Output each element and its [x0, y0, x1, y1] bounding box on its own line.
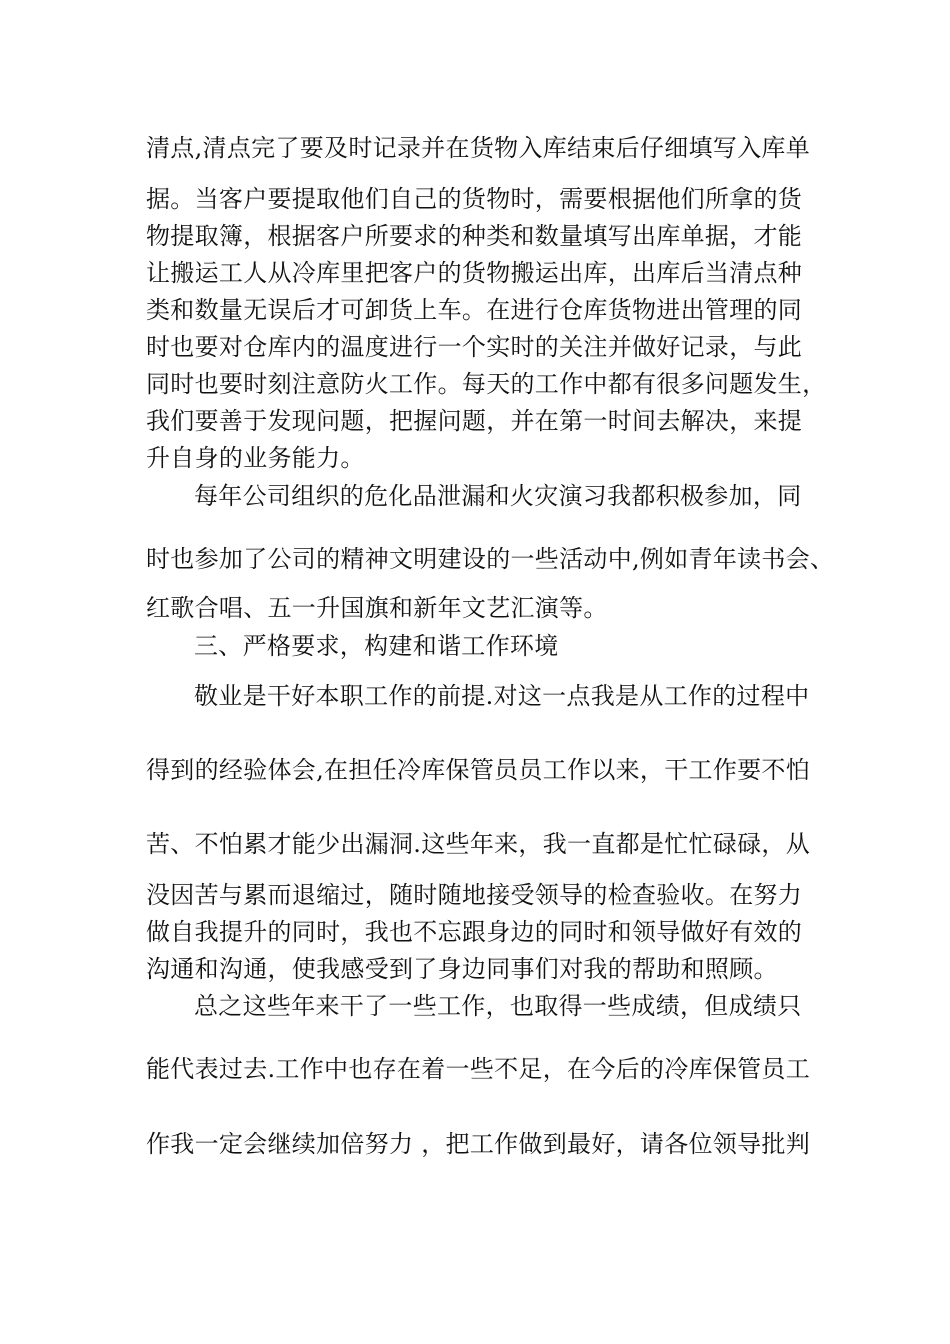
text-line: 得到的经验体会,在担任冷库保管员员工作以来，干工作要不怕 [146, 756, 811, 784]
paragraph-first-line: 每年公司组织的危化品泄漏和火灾演习我都积极参加，同 [194, 482, 802, 510]
text-line: 物提取簿，根据客户所要求的种类和数量填写出库单据，才能 [146, 222, 803, 250]
text-line: 类和数量无误后才可卸货上车。在进行仓库货物进出管理的同 [146, 296, 803, 324]
text-line: 沟通和沟通，使我感受到了身边同事们对我的帮助和照顾。 [146, 955, 778, 983]
text-line: 作我一定会继续加倍努力 ，把工作做到最好，请各位领导批判 [146, 1130, 811, 1158]
paragraph-first-line: 总之这些年来干了一些工作，也取得一些成绩，但成绩只 [194, 992, 802, 1020]
text-line: 清点,清点完了要及时记录并在货物入库结束后仔细填写入库单 [146, 134, 811, 162]
text-line: 红歌合唱、五一升国旗和新年文艺汇演等。 [146, 594, 608, 622]
section-heading: 三、严格要求，构建和谐工作环境 [194, 632, 559, 660]
text-line: 苦、不怕累才能少出漏洞.这些年来，我一直都是忙忙碌碌，从 [146, 830, 811, 858]
paragraph-first-line: 敬业是干好本职工作的前提.对这一点我是从工作的过程中 [194, 682, 810, 710]
text-line: 我们要善于发现问题，把握问题，并在第一时间去解决，来提 [146, 407, 803, 435]
text-line: 据。当客户要提取他们自己的货物时，需要根据他们所拿的货 [146, 185, 803, 213]
text-line: 时也要对仓库内的温度进行一个实时的关注并做好记录，与此 [146, 333, 803, 361]
text-line: 没因苦与累而退缩过，随时随地接受领导的检查验收。在努力 [146, 881, 803, 909]
text-line: 让搬运工人从冷库里把客户的货物搬运出库，出库后当清点种 [146, 259, 803, 287]
text-line: 做自我提升的同时，我也不忘跟身边的同时和领导做好有效的 [146, 918, 803, 946]
text-line: 时也参加了公司的精神文明建设的一些活动中,例如青年读书会、 [146, 545, 835, 573]
text-line: 同时也要时刻注意防火工作。每天的工作中都有很多问题发生， [146, 370, 827, 398]
text-line: 升自身的业务能力。 [146, 444, 365, 472]
text-line: 能代表过去.工作中也存在着一些不足，在今后的冷库保管员工 [146, 1055, 811, 1083]
